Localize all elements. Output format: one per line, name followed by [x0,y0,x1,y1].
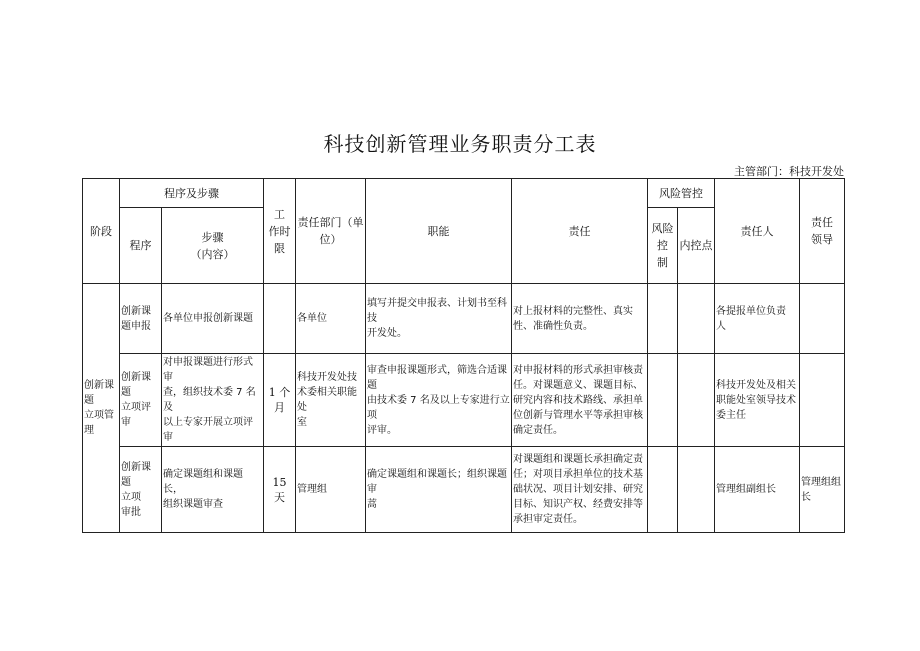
row-2-dept: 科技开发处技 术委相关职能 处 室 [296,354,366,447]
header-dept: 责任部门（单 位） [296,179,366,284]
row-1-dept: 各单位 [296,284,366,354]
row-2-responsibility: 对申报材料的形式承担审核责 任。对课题意义、课题目标、 研究内容和技术路线、承担单 位创新与管理水平等承担审核 确定责任。 [512,354,648,447]
header-stage: 阶段 [83,179,120,284]
row-1-person: 各提报单位负责 人 [715,284,800,354]
row-2-risk-control [648,354,678,447]
row-2-internal [678,354,715,447]
row-3-internal [678,447,715,533]
row-2-leader [800,354,845,447]
row-2-procedure: 创新课题 立项评审 [120,354,162,447]
header-risk: 风险管控 [648,179,715,208]
row-3-step: 确定课题组和课题长， 组织课题审查 [162,447,264,533]
row-3-person: 管理组副组长 [715,447,800,533]
row-1-step: 各单位申报创新课题 [162,284,264,354]
row-1-procedure: 创新课 题申报 [120,284,162,354]
row-1-risk-control [648,284,678,354]
header-leader: 责任 领导 [800,179,845,284]
row-1-function: 填写并提交申报表、计划书至科技 开发处。 [366,284,512,354]
department-label: 主管部门：科技开发处 [734,165,844,178]
header-risk-control: 风险 控 制 [648,208,678,284]
header-internal: 内控点 [678,208,715,284]
header-step: 步骤 （内容） [162,208,264,284]
header-person: 责任人 [715,179,800,284]
row-1-leader [800,284,845,354]
row-3-procedure: 创新课题 立项 审批 [120,447,162,533]
header-responsibility: 责任 [512,179,648,284]
responsibility-table [82,178,845,533]
header-procedure: 程序 [120,208,162,284]
row-3-dept: 管理组 [296,447,366,533]
row-1-time [264,284,296,354]
row-3-time: 15 天 [264,447,296,533]
row-3-function: 确定课题组和课题长；组织课题审 蒿 [366,447,512,533]
row-2-step: 对申报课题进行形式审 查，组织技术委 7 名及 以上专家开展立项评审 [162,354,264,447]
header-function: 职能 [366,179,512,284]
stage-cell: 创新课 题 立项管 理 [83,284,120,533]
header-proc-steps: 程序及步骤 [120,179,264,208]
row-3-risk-control [648,447,678,533]
row-1-internal [678,284,715,354]
row-2-function: 审查申报课题形式，筛选合适课题 由技术委 7 名及以上专家进行立项 评审。 [366,354,512,447]
header-time: 工 作时 限 [264,179,296,284]
row-2-time: 1 个 月 [264,354,296,447]
row-3-responsibility: 对课题组和课题长承担确定责 任；对项目承担单位的技术基 础状况、项目计划安排、研究 目标、知识产权、经费安排等 承担审定责任。 [512,447,648,533]
row-2-person: 科技开发处及相关 职能处室领导技术 委主任 [715,354,800,447]
page-title: 科技创新管理业务职责分工表 [323,132,597,156]
row-1-responsibility: 对上报材料的完整性、真实 性、准确性负责。 [512,284,648,354]
row-3-leader: 管理组组 长 [800,447,845,533]
